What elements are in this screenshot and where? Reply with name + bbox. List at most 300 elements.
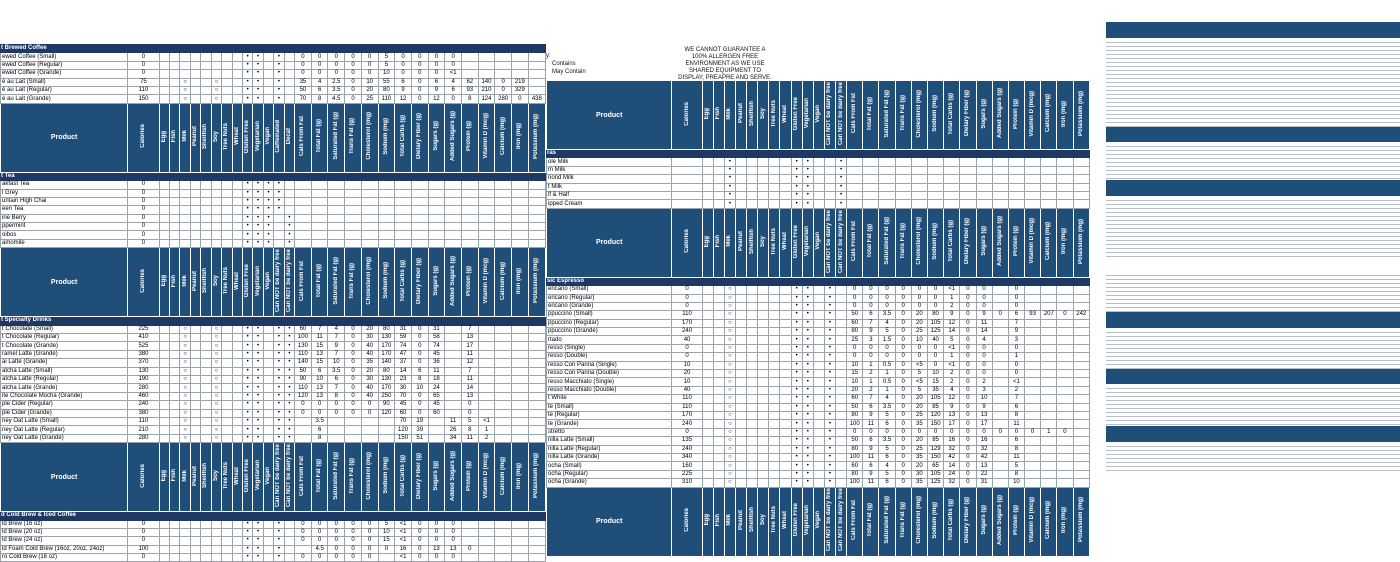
allergen-cell: ○ [724, 453, 735, 461]
nutrient-value [1073, 328, 1089, 336]
nutrient-value: 60 [847, 395, 863, 403]
nutrient-value [512, 197, 529, 205]
allergen-header [159, 103, 169, 172]
nutrient-value [528, 342, 545, 350]
calories-header: Calories [128, 248, 159, 317]
allergen-cell [159, 78, 169, 86]
nutrient-value: 15 [378, 537, 395, 545]
nutrient-header-label: Total Carbs (g) [399, 259, 406, 302]
allergen-cell [263, 554, 273, 562]
allergen-cell [736, 336, 747, 344]
nutrient-header [1041, 208, 1057, 277]
nutrient-header [911, 81, 927, 150]
allergen-cell [836, 479, 847, 487]
allergen-cell [780, 328, 791, 336]
allergen-cell [702, 437, 713, 445]
item-row [547, 403, 1090, 411]
nutrient-value: 70 [295, 95, 312, 103]
item-row [547, 361, 1090, 369]
item-calories: 210 [128, 426, 159, 434]
allergen-cell [170, 417, 180, 425]
nutrient-value [960, 158, 976, 166]
allergen-cell [769, 420, 780, 428]
allergen-cell: ○ [180, 375, 190, 383]
nutrient-value: 8 [411, 375, 428, 383]
nutrient-header [528, 103, 545, 172]
allergen-cell [836, 470, 847, 478]
nutrient-header [411, 443, 428, 512]
nutrient-value: 0 [295, 528, 312, 536]
allergen-header [253, 103, 263, 172]
allergen-cell [222, 417, 232, 425]
nutrient-value [528, 197, 545, 205]
allergen-cell [836, 428, 847, 436]
allergen-cell: • [274, 181, 284, 189]
allergen-cell [159, 86, 169, 94]
nutrient-value: 130 [295, 342, 312, 350]
nutrient-value [512, 350, 529, 358]
allergen-cell [211, 223, 221, 231]
allergen-header [211, 103, 221, 172]
nutrient-value: 16 [944, 437, 960, 445]
nutrient-value [847, 175, 863, 183]
allergen-cell [180, 181, 190, 189]
nutrient-value [1041, 395, 1057, 403]
allergen-cell: ○ [180, 325, 190, 333]
allergen-cell: • [274, 206, 284, 214]
item-name: ney Oat Latte (Grande) [1, 434, 128, 442]
allergen-cell [159, 434, 169, 442]
allergen-header-label: Milk [181, 274, 188, 287]
allergen-cell: ○ [724, 420, 735, 428]
nutrient-header-label: Potassium (mg) [1077, 218, 1084, 264]
allergen-cell [836, 328, 847, 336]
allergen-cell: • [242, 334, 252, 342]
nutrient-value [1073, 200, 1089, 208]
nutrient-value [1025, 411, 1041, 419]
section-title: d Cold Brew & Iced Coffee [1, 512, 546, 520]
mini-header-band [1106, 22, 1400, 38]
item-name: akfast Tea [1, 181, 128, 189]
item-calories: 0 [128, 520, 159, 528]
allergen-header-label: Can NOT be dairy free [837, 488, 844, 552]
nutrient-value [927, 166, 943, 174]
allergen-cell [813, 175, 824, 183]
item-calories: 0 [672, 294, 702, 302]
nutrient-value [495, 197, 512, 205]
nutrient-value: 7 [863, 319, 879, 327]
nutrient-value [428, 426, 445, 434]
nutrient-value [512, 367, 529, 375]
nutrient-value [512, 325, 529, 333]
allergen-cell [813, 445, 824, 453]
allergen-header-label: Gluten Free [793, 96, 800, 131]
nutrient-value: 219 [512, 78, 529, 86]
nutrient-value: 9 [976, 403, 992, 411]
nutrient-value [311, 206, 328, 214]
nutrient-value [378, 197, 395, 205]
allergen-cell: • [242, 197, 252, 205]
nutrient-value: 16 [976, 437, 992, 445]
nutrient-value: 7 [328, 334, 345, 342]
nutrient-value: 0 [311, 537, 328, 545]
allergen-cell [201, 223, 211, 231]
nutrient-value: 6 [1008, 403, 1024, 411]
allergen-header-label: Gluten Free [244, 119, 251, 153]
nutrient-value: 0 [345, 86, 362, 94]
allergen-cell [190, 554, 200, 562]
item-calories: 0 [128, 214, 159, 222]
allergen-cell: • [274, 545, 284, 553]
allergen-header-label: Wheat [782, 511, 789, 529]
allergen-header [736, 81, 747, 150]
allergen-cell: • [802, 411, 813, 419]
allergen-cell [211, 537, 221, 545]
nutrient-value: <1 [395, 520, 412, 528]
nutrient-value [528, 384, 545, 392]
allergen-cell: • [802, 302, 813, 310]
nutrient-header [512, 248, 529, 317]
nutrient-value: 25 [911, 411, 927, 419]
allergen-cell [190, 239, 200, 247]
item-name: te (Small) [547, 403, 672, 411]
nutrient-value: 0 [361, 537, 378, 545]
nutrient-value: 0 [411, 528, 428, 536]
nutrient-header-label: Cholesterol (mg) [366, 112, 373, 161]
nutrient-value: 3.5 [311, 417, 328, 425]
nutrient-value: 0 [944, 428, 960, 436]
allergen-cell: ○ [211, 86, 221, 94]
item-row [547, 470, 1090, 478]
item-name: stretto [547, 428, 672, 436]
allergen-cell: ○ [211, 95, 221, 103]
allergen-notice: WE CANNOT GUARANTEE A 100% ALLERGEN FREE ENVIRONMENT AS WE USE SHARED EQUIPMENT TO DISPLAY, PREAPRE AND SERVE. [678, 47, 772, 81]
nutrient-value [445, 181, 462, 189]
nutrient-value [528, 367, 545, 375]
allergen-header-label: Can NOT be dairy free [285, 249, 292, 313]
nutrient-value [1041, 328, 1057, 336]
allergen-cell [736, 437, 747, 445]
nutrient-value: 5 [1008, 462, 1024, 470]
nutrient-value [478, 409, 495, 417]
nutrient-value: 50 [847, 437, 863, 445]
allergen-cell [190, 95, 200, 103]
allergen-cell: • [284, 434, 294, 442]
nutrient-value: 0 [411, 545, 428, 553]
nutrient-value [512, 189, 529, 197]
nutrient-value [1057, 183, 1073, 191]
nutrient-value: 0 [328, 520, 345, 528]
allergen-cell [170, 426, 180, 434]
allergen-cell: • [242, 239, 252, 247]
nutrient-value: 1 [879, 370, 895, 378]
nutrient-header-label: Iron (mg) [516, 123, 523, 150]
nutrient-value: 0 [411, 520, 428, 528]
allergen-cell [190, 70, 200, 78]
nutrient-value: 0 [1057, 311, 1073, 319]
nutrient-value: 3.5 [328, 367, 345, 375]
item-name: ney Oat Latte (Small) [1, 417, 128, 425]
nutrient-value: 7 [328, 384, 345, 392]
nutrient-value [478, 189, 495, 197]
nutrient-header-label: Dietary Fiber (g) [416, 257, 423, 304]
nutrient-value [495, 545, 512, 553]
allergen-cell [702, 302, 713, 310]
nutrient-value [495, 426, 512, 434]
item-name: é au Lait (Regular) [1, 86, 128, 94]
allergen-cell: ○ [211, 392, 221, 400]
item-row [547, 411, 1090, 419]
item-row [547, 191, 1090, 199]
nutrient-value [1057, 395, 1073, 403]
item-name: t White [547, 395, 672, 403]
nutrient-value: 0 [976, 302, 992, 310]
nutrient-value [328, 426, 345, 434]
nutrient-value [361, 189, 378, 197]
allergen-header [758, 208, 769, 277]
nutrient-header-label: Protein (g) [1012, 226, 1019, 257]
allergen-cell: • [802, 286, 813, 294]
item-name: t Chocolate (Small) [1, 325, 128, 333]
allergen-cell [713, 166, 724, 174]
nutrient-value [895, 191, 911, 199]
allergen-cell [190, 434, 200, 442]
nutrient-value: 24 [428, 384, 445, 392]
nutrient-value: 130 [378, 334, 395, 342]
nutrient-header-label: Dietary Fiber (g) [964, 90, 971, 137]
allergen-header-label: Vegetarian [804, 504, 811, 536]
nutrient-header-label: Calcium (mg) [499, 117, 506, 156]
item-row [1, 181, 546, 189]
allergen-cell: • [824, 311, 835, 319]
nutrient-value: 0 [411, 86, 428, 94]
allergen-cell [232, 53, 242, 61]
nutrient-value: 9 [428, 86, 445, 94]
nutrient-value [1025, 294, 1041, 302]
nutrient-value: 0.5 [879, 378, 895, 386]
nutrient-value [927, 200, 943, 208]
allergen-cell [232, 359, 242, 367]
nutrient-value [512, 537, 529, 545]
nutrient-header [461, 248, 478, 317]
nutrient-value: 90 [295, 375, 312, 383]
allergen-cell [232, 239, 242, 247]
nutrient-value: 0 [960, 302, 976, 310]
allergen-header [780, 81, 791, 150]
allergen-cell [263, 61, 273, 69]
nutrient-value [1025, 302, 1041, 310]
allergen-cell: • [274, 434, 284, 442]
allergen-cell [263, 528, 273, 536]
nutrient-value: 15 [311, 342, 328, 350]
allergen-cell: • [802, 370, 813, 378]
nutrient-value [478, 545, 495, 553]
nutrient-value: 19 [411, 417, 428, 425]
allergen-cell [180, 520, 190, 528]
nutrient-value [1025, 200, 1041, 208]
item-name: nilla Latte (Regular) [547, 445, 672, 453]
allergen-cell [159, 70, 169, 78]
allergen-cell [170, 434, 180, 442]
nutrient-value [847, 200, 863, 208]
allergen-cell: • [724, 183, 735, 191]
nutrient-header-label: Sodium (mg) [932, 222, 939, 260]
nutrient-value [495, 384, 512, 392]
allergen-cell [780, 294, 791, 302]
allergen-cell [190, 206, 200, 214]
allergen-header-label: Peanut [737, 231, 744, 252]
allergen-cell [170, 528, 180, 536]
nutrient-value: 250 [378, 392, 395, 400]
nutrient-value: 0 [895, 328, 911, 336]
nutrient-value: 47 [395, 350, 412, 358]
nutrient-value: 93 [1025, 311, 1041, 319]
nutrient-value: 0 [895, 319, 911, 327]
item-calories: 310 [672, 479, 702, 487]
nutrient-value [1041, 453, 1057, 461]
nutrient-value: 9 [395, 86, 412, 94]
item-name: ple Cider (Grande) [1, 409, 128, 417]
allergen-cell: • [802, 378, 813, 386]
allergen-cell: • [284, 409, 294, 417]
allergen-cell [780, 191, 791, 199]
allergen-cell [190, 375, 200, 383]
nutrient-value [992, 437, 1008, 445]
nutrient-value: 140 [378, 359, 395, 367]
item-name: ld Brew (16 oz) [1, 520, 128, 528]
nutrient-value [512, 61, 529, 69]
allergen-cell [159, 528, 169, 536]
allergen-cell [180, 206, 190, 214]
allergen-cell [713, 336, 724, 344]
nutrient-value: 60 [428, 409, 445, 417]
allergen-cell: ○ [180, 359, 190, 367]
nutrient-value: 0 [960, 428, 976, 436]
nutrient-value: 13 [311, 392, 328, 400]
nutrient-value: 13 [445, 545, 462, 553]
allergen-cell [713, 462, 724, 470]
allergen-cell: • [802, 336, 813, 344]
nutrient-value: 120 [395, 426, 412, 434]
allergen-cell [222, 86, 232, 94]
nutrient-value: 9 [1008, 328, 1024, 336]
nutrient-value [512, 239, 529, 247]
allergen-cell [813, 470, 824, 478]
nutrient-header-label: Vitamin D (mcg) [482, 452, 489, 499]
nutrient-value [992, 183, 1008, 191]
nutrient-value: 0 [976, 353, 992, 361]
nutrient-value [1041, 361, 1057, 369]
allergen-cell [201, 239, 211, 247]
nutrient-value: 0 [895, 395, 911, 403]
nutrient-value [445, 384, 462, 392]
nutrient-value [1025, 175, 1041, 183]
nutrient-value: <1 [944, 344, 960, 352]
nutrient-value [992, 200, 1008, 208]
item-row [547, 166, 1090, 174]
nutrient-value: 6 [863, 311, 879, 319]
nutrient-header-label: Iron (mg) [1061, 228, 1068, 255]
nutrient-header-label: Protein (g) [466, 265, 473, 296]
nutrient-value [992, 378, 1008, 386]
nutrient-value: 16 [395, 545, 412, 553]
nutrient-value: 8 [328, 392, 345, 400]
allergen-header [736, 208, 747, 277]
allergen-cell: • [274, 417, 284, 425]
nutrient-value: 0 [328, 401, 345, 409]
allergen-cell [747, 336, 758, 344]
allergen-cell: • [802, 294, 813, 302]
nutrient-header [1057, 487, 1073, 556]
allergen-cell: • [824, 378, 835, 386]
item-row [547, 445, 1090, 453]
allergen-cell: ○ [724, 462, 735, 470]
nutrient-value [879, 191, 895, 199]
allergen-cell: ○ [180, 434, 190, 442]
allergen-cell: • [791, 453, 802, 461]
nutrient-value: 0 [345, 392, 362, 400]
nutrient-value: <1 [1008, 378, 1024, 386]
nutrient-value: 0 [411, 334, 428, 342]
allergen-cell [201, 554, 211, 562]
nutrient-value: 5 [944, 336, 960, 344]
nutrient-value: 2.5 [328, 78, 345, 86]
item-name: atcha Latte (Grande) [1, 384, 128, 392]
nutrient-header [911, 487, 927, 556]
nutrient-header [895, 208, 911, 277]
allergen-cell: • [242, 434, 252, 442]
allergen-cell [159, 417, 169, 425]
nutrient-value [445, 367, 462, 375]
allergen-cell: • [253, 239, 263, 247]
allergen-cell [263, 537, 273, 545]
nutrient-value: <1 [478, 417, 495, 425]
nutrient-value [847, 183, 863, 191]
allergen-cell [813, 361, 824, 369]
allergen-cell [769, 462, 780, 470]
allergen-cell [747, 302, 758, 310]
nutrient-header-label: Total Carbs (g) [948, 220, 955, 263]
nutrient-value: 0 [395, 61, 412, 69]
allergen-cell [222, 359, 232, 367]
nutrient-value: 59 [395, 334, 412, 342]
allergen-header-label: Wheat [782, 232, 789, 251]
allergen-cell: • [253, 537, 263, 545]
allergen-cell: • [242, 223, 252, 231]
allergen-cell [211, 206, 221, 214]
nutrient-value: 3 [863, 336, 879, 344]
nutrient-value [528, 528, 545, 536]
allergen-cell: • [824, 353, 835, 361]
allergen-cell [824, 191, 835, 199]
nutrient-value [512, 359, 529, 367]
nutrient-value [992, 479, 1008, 487]
nutrient-value [495, 417, 512, 425]
nutrient-value [976, 191, 992, 199]
nutrient-value [512, 223, 529, 231]
allergen-header-label: Milk [726, 514, 733, 526]
allergen-cell [747, 361, 758, 369]
nutrient-value: 0 [1008, 302, 1024, 310]
nutrient-value [495, 334, 512, 342]
nutrient-value: 0 [992, 428, 1008, 436]
allergen-cell [159, 53, 169, 61]
item-name: ewed Coffee (Regular) [1, 61, 128, 69]
nutrient-value [311, 239, 328, 247]
allergen-cell: ○ [180, 350, 190, 358]
nutrient-value [428, 206, 445, 214]
calories-header: Calories [672, 81, 702, 150]
